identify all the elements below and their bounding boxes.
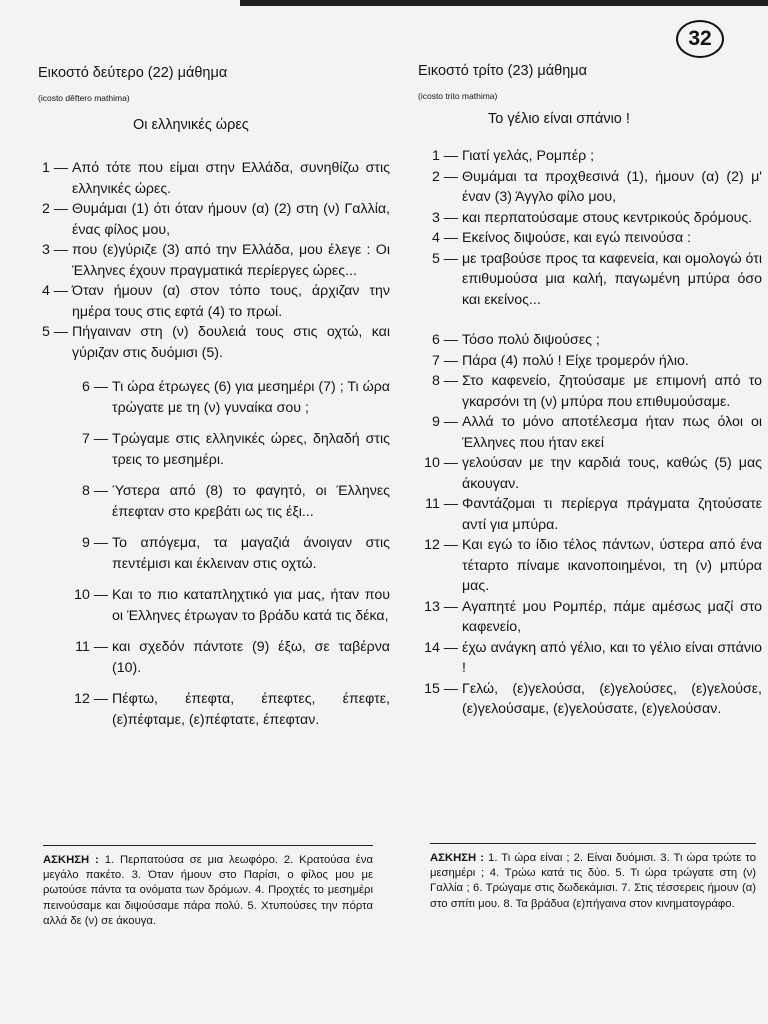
exercise-text: 1. Περπατούσα σε μια λεωφόρο. 2. Κρατούσα ένα μεγάλο πακέτο. 3. Όταν ήμουν στο Παρίσι, ο φίλος μου με ρωτούσε πάντα τα ονόματα των δρόμων. 4. Προχτές το μεσημέρι πεινούσαμε και διψούσαμε πάρα πολύ. 5. Χτυπούσες την πόρτα αλλά δε (ν) σε άκουγα. [43,854,374,927]
sentence-text: Όταν ήμουν (α) στον τόπο τους, άρχιζαν την ημέρα τους στις εφτά (4) το πρωί. [72,283,390,320]
page-number: 32 [676,20,724,58]
lesson-22-title: Εικοστό δεύτερο (22) μάθημα [38,65,228,81]
exercise-label: ΑΣΚΗΣΗ : [43,854,99,866]
sentence-23-14 [412,638,762,679]
sentence-text: Το απόγεμα, τα μαγαζιά άνοιγαν στις πεντέμισι και έκλειναν στις οχτώ. [112,535,390,572]
sentence-text: Πάρα (4) πολύ ! Είχε τρομερόν ήλιο. [462,352,689,369]
sentence-number: 9 — [431,414,458,430]
sentence-text: γελούσαν με την καρδιά τους, καθώς (5) μας άκουγαν. [462,455,762,492]
sentence-number: 4 — [41,283,68,299]
sentence-number: 12 — [424,537,458,553]
sentence-text: Αλλά το μόνο αποτέλεσμα ήταν πως όλοι οι Έλληνες που ήταν εκεί [462,414,762,451]
sentence-22-2 [38,199,390,240]
sentence-text: Τόσο πολύ διψούσες ; [462,332,600,348]
sentence-text: Θυμάμαι τα προχθεσινά (1), ήμουν (α) (2) μ' έναν (3) Άγγλο φίλο μου, [462,168,762,205]
lesson-22-column [38,64,390,741]
sentence-text: Στο καφενείο, ζητούσαμε με επιμονή από το γκαρσόνι τη (ν) μπύρα που επιθυμούσαμε. [462,373,762,410]
sentence-23-12 [412,535,762,597]
sentence-22-11 [68,637,390,678]
sentence-number: 5 — [41,324,68,340]
sentence-23-4 [418,228,762,249]
lesson-22-exercise [43,845,373,929]
sentence-22-4 [38,281,390,322]
sentence-number: 7 — [81,431,108,447]
sentence-text: που (ε)γύριζε (3) από την Ελλάδα, μου έλεγε : Οι Έλληνες έχουν πραγματικά περίεργες ώρες... [72,242,390,279]
sentence-text: Πέφτω, έπεφτα, έπεφτες, έπεφτε, (ε)πέφταμε, (ε)πέφτατε, έπεφταν. [112,691,390,728]
sentence-22-12 [68,689,390,730]
lesson-22-subtitle: Οι ελληνικές ώρες [133,117,249,133]
sentence-22-5 [38,322,390,363]
sentence-text: Ύστερα από (8) το φαγητό, οι Έλληνες έπεφταν στο κρεβάτι ως τις έξι... [112,483,390,520]
lesson-23-exercise [430,843,756,912]
sentence-23-2 [418,167,762,208]
sentence-number: 10 — [74,587,108,603]
sentence-number: 8 — [81,483,108,499]
sentence-number: 1 — [431,148,458,164]
sentence-22-8 [68,481,390,522]
sentence-number: 7 — [431,352,458,369]
sentence-text: Τρώγαμε στις ελληνικές ώρες, δηλαδή στις τρεις το μεσημέρι. [112,431,390,468]
sentence-text: Αγαπητέ μου Ρομπέρ, πάμε αμέσως μαζί στο καφενείο, [462,598,762,635]
sentence-23-8 [412,371,762,412]
sentence-number: 3 — [41,242,68,258]
sentence-number: 11 — [75,639,108,655]
sentence-text: Θυμάμαι (1) ότι όταν ήμουν (α) (2) στη (ν) Γαλλία, ένας φίλος μου, [72,201,390,238]
sentence-23-9 [412,412,762,453]
sentence-23-1 [418,146,762,167]
sentence-number: 11 — [425,496,458,512]
sentence-23-7 [412,351,762,372]
sentence-text: έχω ανάγκη από γέλιο, και το γέλιο είναι σπάνιο ! [462,639,762,676]
sentence-number: 14 — [424,639,458,656]
exercise-label: ΑΣΚΗΣΗ : [430,852,484,864]
sentence-number: 2 — [41,201,68,217]
sentence-22-6 [68,377,390,418]
sentence-number: 5 — [431,250,458,267]
sentence-text: Εκείνος διψούσε, και εγώ πεινούσα : [462,230,692,246]
sentence-number: 3 — [431,209,458,226]
sentence-text: και σχεδόν πάντοτε (9) έξω, σε ταβέρνα (10). [112,639,390,676]
sentence-23-11 [412,494,762,535]
sentence-number: 6 — [81,379,108,395]
sentence-text: Από τότε που είμαι στην Ελλάδα, συνηθίζω στις ελληνικές ώρες. [72,160,390,197]
sentence-number: 4 — [431,230,458,246]
sentence-22-1 [38,158,390,199]
sentence-text: Γιατί γελάς, Ρομπέρ ; [462,148,595,164]
sentence-number: 15 — [424,680,458,697]
sentence-number: 10 — [424,455,458,471]
sentence-text: Γελώ, (ε)γελούσα, (ε)γελούσες, (ε)γελούσε, (ε)γελούσαμε, (ε)γελούσατε, (ε)γελούσαν. [462,680,762,717]
sentence-number: 13 — [424,598,458,615]
lesson-23-title: Εικοστό τρίτο (23) μάθημα [418,63,588,79]
lesson-23-column [418,62,762,720]
sentence-text: Και εγώ το ίδιο τέλος πάντων, ύστερα από ένα τέταρτο πίναμε ικανοποιημένοι, τη (ν) μπύρα μας. [462,537,762,594]
sentence-text: Πήγαιναν στη (ν) δουλειά τους στις οχτώ, και γύριζαν στις δυόμισι (5). [72,324,390,361]
sentence-23-5 [418,249,762,311]
sentence-text: Και το πιο καταπληχτικό για μας, ήταν που οι Έλληνες έτρωγαν το βράδυ κατά τις δέκα, [112,587,390,624]
sentence-22-9 [68,533,390,574]
lesson-22-pronunciation: (icosto dêftero mathima) [38,93,130,103]
sentence-22-10 [68,585,390,626]
lesson-23-subtitle: Το γέλιο είναι σπάνιο ! [488,111,630,127]
sentence-text: Φαντάζομαι τι περίεργα πράγματα ζητούσατε αντί για μπύρα. [462,496,762,533]
sentence-number: 8 — [431,373,458,389]
sentence-23-6 [412,330,762,351]
exercise-text: 1. Τι ώρα είναι ; 2. Είναι δυόμισι. 3. Τι ώρα τρώτε το μεσημέρι ; 4. Τρώω κατά τις δύο. 5. Τι ώρα τρώγατε στη (ν) Γαλλία ; 6. Τρώγαμε στις δωδεκάμισι. 7. Στις τέσσερεις ήμουν (α) στο σπίτι μου. 8. Τα βράδυα (ε)πήγαινα στον κινηματογράφο. [430,852,757,910]
sentence-23-15 [412,679,762,720]
sentence-22-7 [68,429,390,470]
sentence-22-3 [38,240,390,281]
sentence-number: 9 — [81,535,108,551]
sentence-23-10 [412,453,762,494]
sentence-23-13 [412,597,762,638]
sentence-text: με τραβούσε προς τα καφενεία, και ομολογώ ότι επιθυμούσα μια καλή, παγωμένη μπύρα όσο και εκείνος... [462,250,762,308]
scan-top-edge [240,0,768,6]
sentence-number: 12 — [74,691,108,707]
sentence-text: Τι ώρα έτρωγες (6) για μεσημέρι (7) ; Τι ώρα τρώγατε με τη (ν) γυναίκα σου ; [112,379,390,416]
sentence-text: και περπατούσαμε στους κεντρικούς δρόμους. [462,209,753,226]
lesson-23-part-two [412,330,762,720]
sentence-number: 2 — [431,168,458,185]
sentence-number: 6 — [431,332,458,348]
lesson-23-pronunciation: (icosto trito mathima) [418,91,498,101]
sentence-23-3 [418,208,762,229]
sentence-number: 1 — [41,160,68,176]
